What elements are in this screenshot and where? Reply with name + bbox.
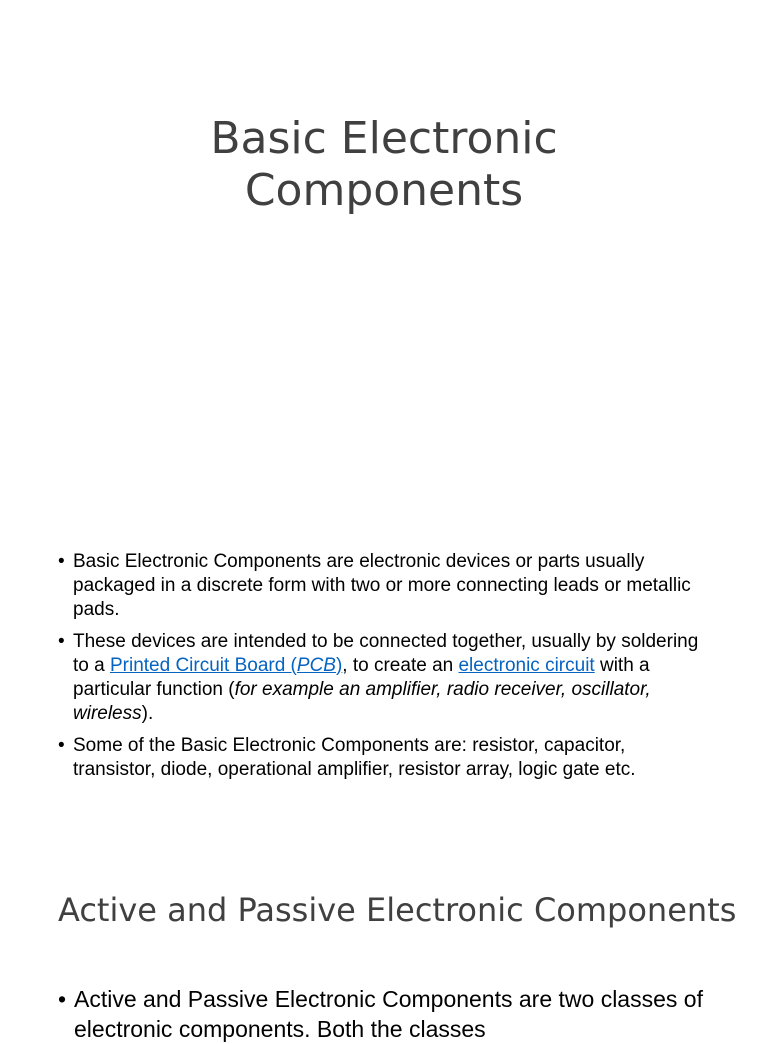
bullet-list (58, 550, 708, 790)
bullet-dot: • (58, 551, 65, 572)
bullet-text: These devices are intended to be connected together, usually by soldering to a (73, 631, 699, 676)
list-item (58, 630, 708, 726)
bullet-text: with a particular function ( (73, 655, 650, 700)
list-item (58, 550, 708, 622)
bullet-dot: • (58, 986, 67, 1012)
section-title: Active and Passive Electronic Components (58, 891, 737, 929)
bullet-text: Some of the Basic Electronic Components are: resistor, capacitor, transistor, diode, operational amplifier, resistor array, logic gate etc. (73, 735, 636, 780)
bullet-text: ). (141, 703, 154, 724)
list-item (58, 984, 718, 1044)
bullet-list-next (58, 984, 718, 1044)
pcb-link[interactable]: Printed Circuit Board (PCB) (109, 655, 343, 676)
bullet-dot: • (58, 631, 65, 652)
bullet-text: , to create an (342, 655, 459, 676)
bullet-italic-text: for example an amplifier, radio receiver, oscillator, wireless (73, 679, 651, 724)
bullet-text: Active and Passive Electronic Components are two classes of electronic components. Both the classes (74, 986, 703, 1042)
bullet-text: Basic Electronic Components are electronic devices or parts usually packaged in a discrete form with two or more connecting leads or metallic pads. (73, 551, 691, 620)
bullet-dot: • (58, 735, 65, 756)
list-item (58, 734, 708, 782)
slide-title-line1: Basic Electronic (210, 113, 558, 164)
slide-title-line2: Components (244, 165, 524, 216)
slide-title (0, 113, 768, 217)
electronic-circuit-link[interactable]: electronic circuit (458, 655, 595, 676)
